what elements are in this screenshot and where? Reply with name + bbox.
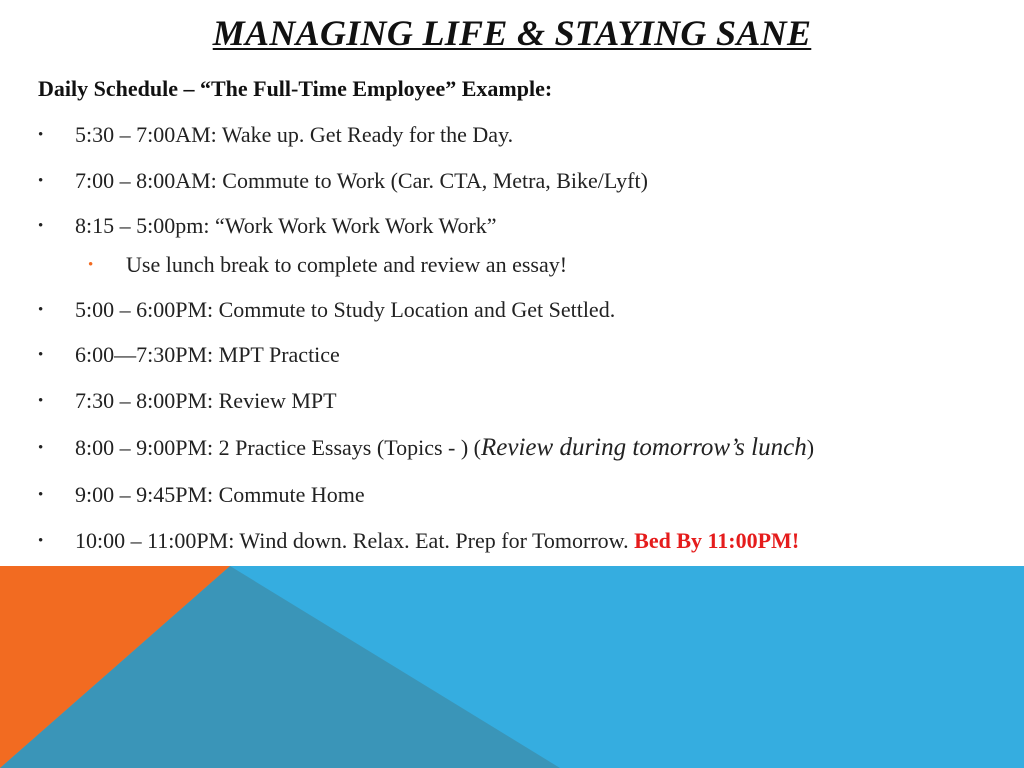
schedule-item [38, 388, 337, 414]
schedule-item-text: 7:30 – 8:00PM: Review MPT [75, 388, 337, 413]
bullet-marker: • [38, 393, 44, 409]
bullet-marker: • [38, 127, 44, 143]
schedule-item [38, 297, 615, 323]
schedule-item-text: 6:00—7:30PM: MPT Practice [75, 342, 340, 367]
schedule-item [38, 434, 814, 462]
schedule-subtitle: Daily Schedule – “The Full-Time Employee” Example: [38, 76, 553, 101]
schedule-item [38, 168, 648, 194]
schedule-item-text: 7:00 – 8:00AM: Commute to Work (Car. CTA, Metra, Bike/Lyft) [75, 168, 648, 193]
schedule-item [38, 482, 365, 508]
slide-title: MANAGING LIFE & STAYING SANE [212, 13, 812, 53]
bullet-marker: • [38, 218, 44, 234]
schedule-subitem [88, 252, 567, 278]
schedule-item-italic-note: Review during tomorrow’s lunch [481, 434, 807, 461]
schedule-item-text: 9:00 – 9:45PM: Commute Home [75, 482, 365, 507]
schedule-item-text: 5:30 – 7:00AM: Wake up. Get Ready for the Day. [75, 122, 514, 147]
schedule-item [38, 528, 799, 554]
bullet-marker: • [38, 347, 44, 363]
schedule-item-close-paren: ) [806, 435, 815, 460]
schedule-item-text: 8:00 – 9:00PM: 2 Practice Essays (Topics - ) ( [75, 435, 482, 460]
schedule-subitem-text: Use lunch break to complete and review an essay! [126, 252, 568, 277]
bullet-marker: • [38, 487, 44, 503]
bullet-marker: • [38, 440, 44, 456]
decorative-color-band [0, 566, 1024, 768]
schedule-item [38, 122, 513, 148]
schedule-item-text: 10:00 – 11:00PM: Wind down. Relax. Eat. Prep for Tomorrow. [75, 528, 635, 553]
schedule-item-text: 5:00 – 6:00PM: Commute to Study Location and Get Settled. [75, 297, 616, 322]
bullet-marker: • [38, 533, 44, 549]
sub-bullet-marker: • [88, 257, 94, 273]
bedtime-emphasis: Bed By 11:00PM! [634, 528, 800, 553]
schedule-item [38, 213, 497, 239]
bullet-marker: • [38, 302, 44, 318]
schedule-item [38, 342, 340, 368]
bullet-marker: • [38, 173, 44, 189]
schedule-item-text: 8:15 – 5:00pm: “Work Work Work Work Work” [75, 213, 497, 238]
